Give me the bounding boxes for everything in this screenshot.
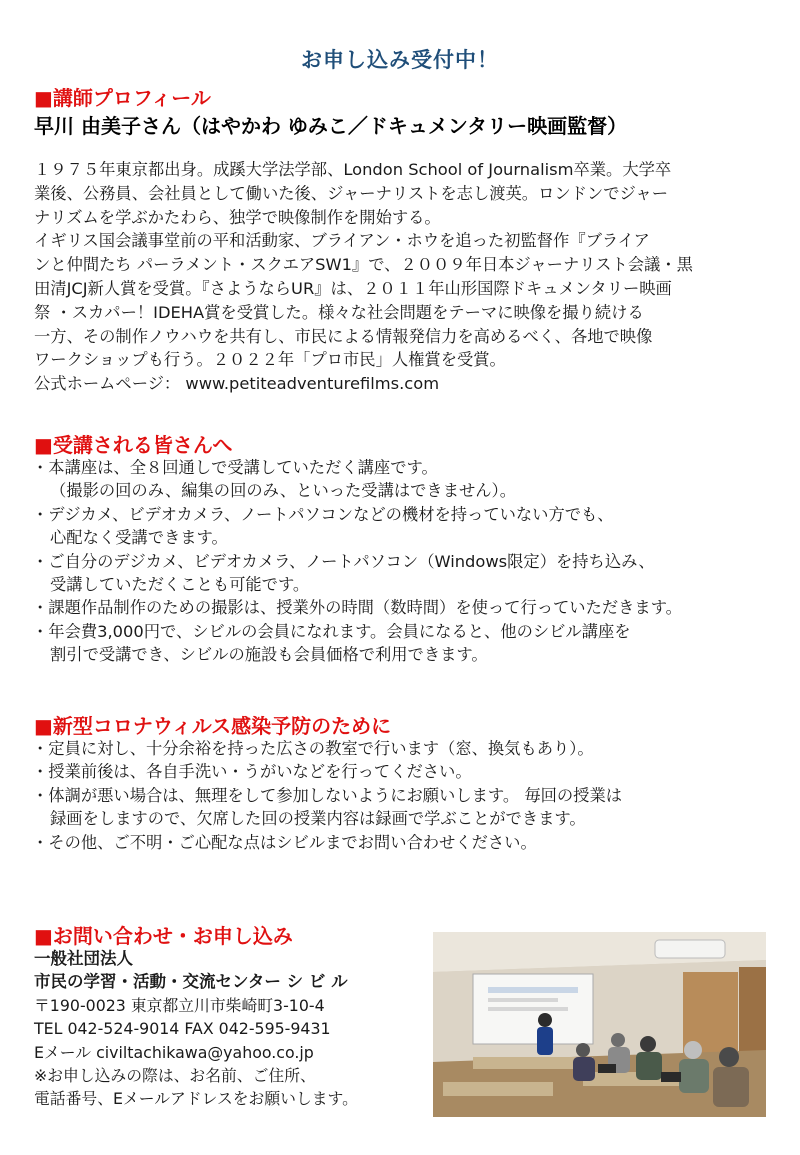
phone-fax: TEL 042-524-9014 FAX 042-595-9431 (34, 1019, 331, 1039)
covid-heading: ■新型コロナウィルス感染予防のために (34, 714, 392, 738)
contact-block (34, 947, 424, 1111)
profile-heading: ■講師プロフィール (34, 86, 211, 110)
page-title: お申し込み受付中！ (301, 48, 499, 72)
list-item: ・年会費3,000円で、シビルの会員になれます。会員になると、他のシビル講座を (32, 621, 631, 641)
org-name: 市民の学習・活動・交流センター シ ビ ル (34, 972, 348, 992)
list-item: ・体調が悪い場合は、無理をして参加しないようにお願いします。 毎回の授業は (32, 785, 623, 805)
list-item: 心配なく受講できます。 (50, 528, 228, 548)
application-note: ※お申し込みの際は、お名前、ご住所、 (34, 1065, 316, 1085)
list-item: ・課題作品制作のための撮影は、授業外の時間（数時間）を使って行っていただきます。 (32, 598, 682, 618)
instructor-bio (34, 158, 774, 396)
bio-line: ワークショップも行う。２０２２年「プロ市民」人権賞を受賞。 (34, 350, 506, 370)
address: 〒190-0023 東京都立川市柴崎町3-10-4 (34, 995, 325, 1015)
bio-line: 業後、公務員、会社員として働いた後、ジャーナリストを志し渡英。ロンドンでジャー (34, 183, 668, 203)
list-item: （撮影の回のみ、編集の回のみ、といった受講はできません）。 (50, 481, 516, 501)
list-item: ・デジカメ、ビデオカメラ、ノートパソコンなどの機材を持っていない方でも、 (32, 504, 614, 524)
list-item: ・定員に対し、十分余裕を持った広さの教室で行います（窓、換気もあり）。 (32, 739, 594, 758)
list-item: ・ご自分のデジカメ、ビデオカメラ、ノートパソコン（Windows限定）を持ち込み、 (32, 551, 655, 571)
participants-list (32, 456, 792, 667)
instructor-name: 早川 由美子さん（はやかわ ゆみこ／ドキュメンタリー映画監督） (34, 114, 628, 138)
list-item: ・本講座は、全８回通しで受講していただく講座です。 (32, 458, 438, 477)
classroom-illustration (433, 932, 766, 1117)
bio-line: 祭 ・スカパー！IDEHA賞を受賞した。様々な社会問題をテーマに映像を撮り続ける (34, 302, 644, 322)
bio-line: 一方、その制作ノウハウを共有し、市民による情報発信力を高めるべく、各地で映像 (34, 326, 653, 346)
list-item: 受講していただくことも可能です。 (50, 574, 310, 594)
classroom-photo (433, 932, 766, 1117)
org-type: 一般社団法人 (34, 949, 133, 968)
covid-list (32, 737, 792, 854)
bio-line: ナリズムを学ぶかたわら、独学で映像制作を開始する。 (34, 207, 441, 227)
homepage-link[interactable]: 公式ホームページ： www.petiteadventurefilms.com (34, 374, 440, 394)
list-item: 録画をしますので、欠席した回の授業内容は録画で学ぶことができます。 (50, 809, 586, 829)
bio-line: １９７５年東京都出身。成蹊大学法学部、London School of Journalism卒業。大学卒 (34, 160, 672, 179)
participants-heading: ■受講される皆さんへ (34, 433, 233, 457)
contact-heading: ■お問い合わせ・お申し込み (34, 924, 293, 948)
list-item: ・その他、ご不明・ご心配な点はシビルまでお問い合わせください。 (32, 832, 537, 852)
application-note: 電話番号、Eメールアドレスをお願いします。 (34, 1089, 358, 1109)
bio-line: ンと仲間たち パーラメント・スクエアSW1』で、２００９年日本ジャーナリスト会議・黒 (34, 255, 693, 275)
list-item: 割引で受講でき、シビルの施設も会員価格で利用できます。 (50, 645, 488, 665)
bio-line: 田清JCJ新人賞を受賞。『さようならUR』は、２０１１年山形国際ドキュメンタリー映画 (34, 278, 672, 298)
email-address[interactable]: Eメール civiltachikawa@yahoo.co.jp (34, 1042, 314, 1062)
bio-line: イギリス国会議事堂前の平和活動家、ブライアン・ホウを追った初監督作『ブライア (34, 231, 650, 251)
list-item: ・授業前後は、各自手洗い・うがいなどを行ってください。 (32, 762, 472, 782)
